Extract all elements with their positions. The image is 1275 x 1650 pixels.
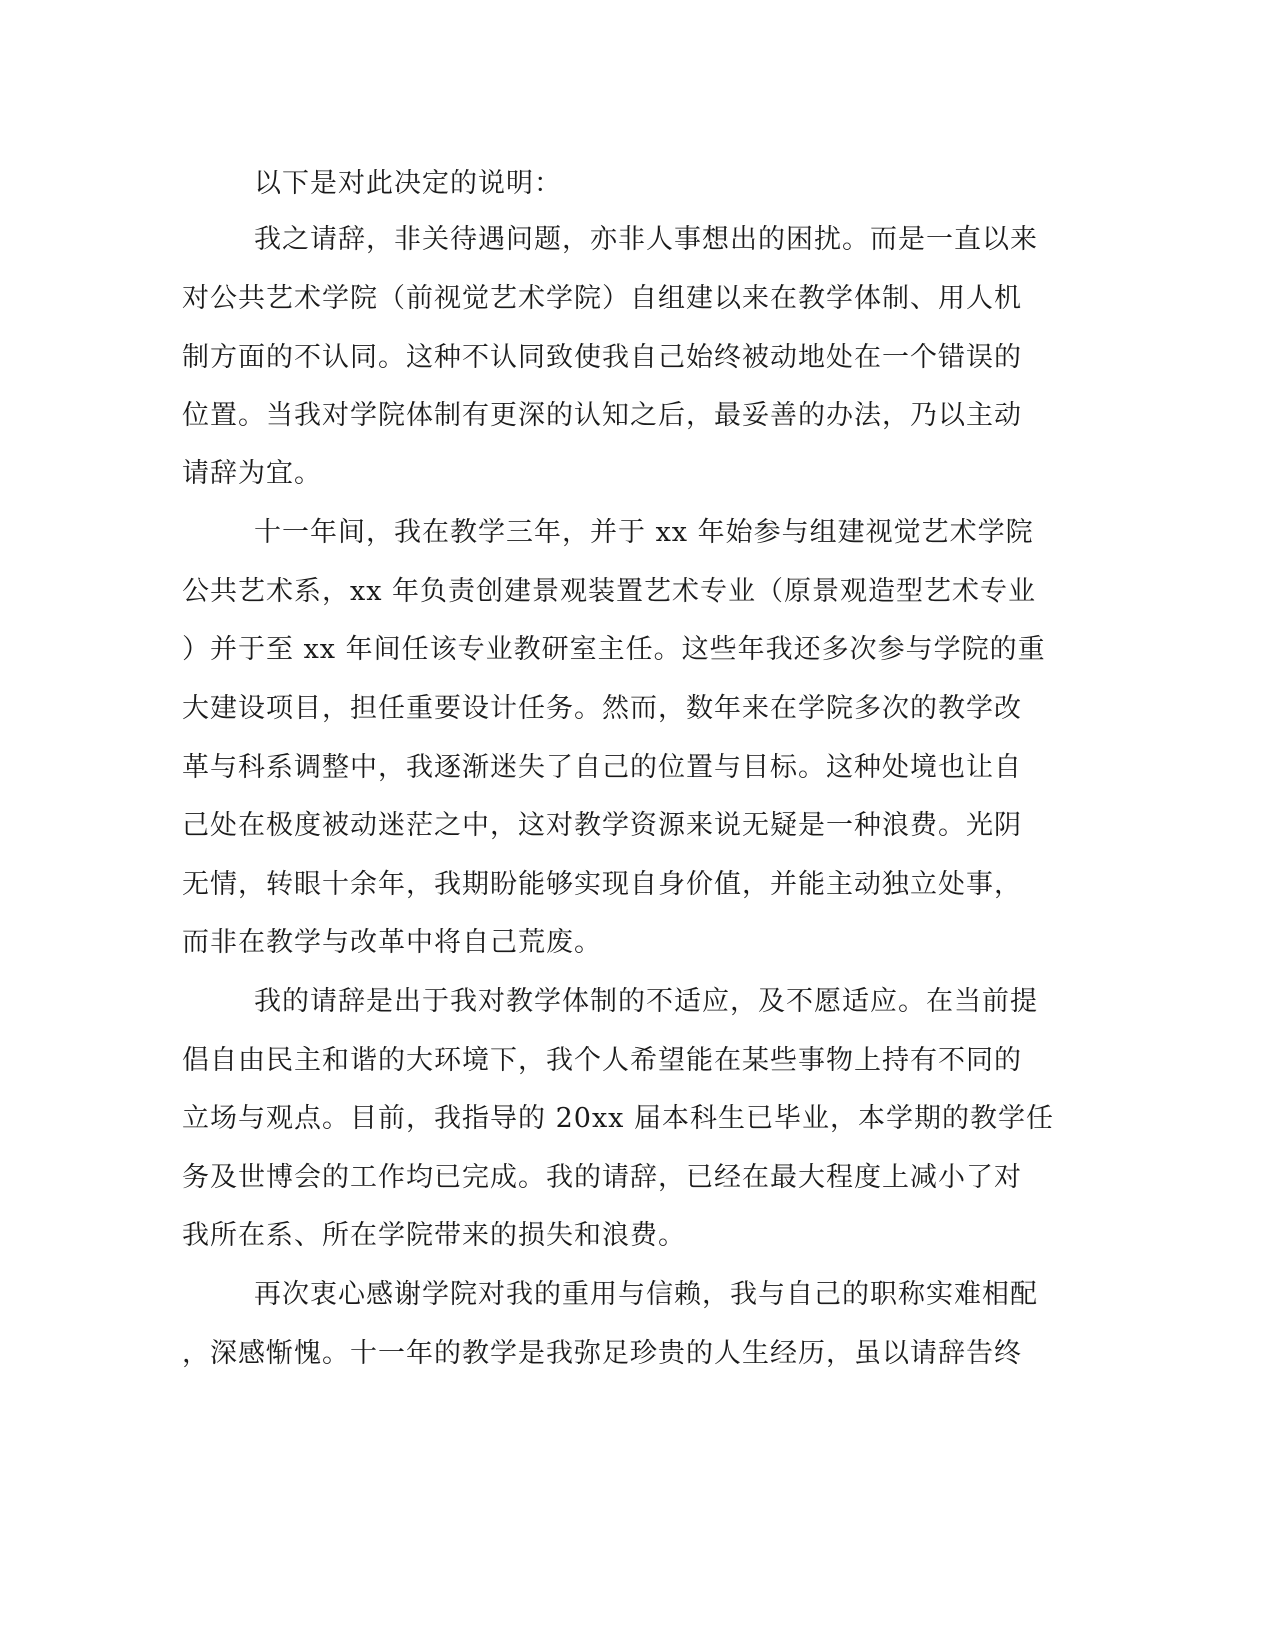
paragraph-4-line-2: ，深感惭愧。十一年的教学是我弥足珍贵的人生经历，虽以请辞告终 bbox=[182, 1338, 1022, 1369]
paragraph-3-line-2: 倡自由民主和谐的大环境下，我个人希望能在某些事物上持有不同的 bbox=[182, 1045, 1022, 1076]
paragraph-2-line-2: 公共艺术系，xx 年负责创建景观装置艺术专业（原景观造型艺术专业 bbox=[182, 576, 1037, 607]
paragraph-2-line-5: 革与科系调整中，我逐渐迷失了自己的位置与目标。这种处境也让自 bbox=[182, 752, 1022, 783]
paragraph-4-line-1: 再次衷心感谢学院对我的重用与信赖，我与自己的职称实难相配 bbox=[254, 1279, 1038, 1310]
paragraph-1-line-3: 制方面的不认同。这种不认同致使我自己始终被动地处在一个错误的 bbox=[182, 342, 1022, 373]
paragraph-2-line-7: 无情，转眼十余年，我期盼能够实现自身价值，并能主动独立处事， bbox=[182, 869, 1022, 900]
intro-line: 以下是对此决定的说明： bbox=[254, 168, 562, 199]
paragraph-1-line-1: 我之请辞，非关待遇问题，亦非人事想出的困扰。而是一直以来 bbox=[254, 224, 1038, 255]
paragraph-2-line-3: ）并于至 xx 年间任该专业教研室主任。这些年我还多次参与学院的重 bbox=[182, 634, 1046, 665]
paragraph-2-line-4: 大建设项目，担任重要设计任务。然而，数年来在学院多次的教学改 bbox=[182, 693, 1022, 724]
paragraph-2-line-6: 己处在极度被动迷茫之中，这对教学资源来说无疑是一种浪费。光阴 bbox=[182, 810, 1022, 841]
paragraph-1-line-4: 位置。当我对学院体制有更深的认知之后，最妥善的办法，乃以主动 bbox=[182, 400, 1022, 431]
paragraph-3-line-5: 我所在系、所在学院带来的损失和浪费。 bbox=[182, 1220, 686, 1251]
paragraph-2-line-8: 而非在教学与改革中将自己荒废。 bbox=[182, 927, 602, 958]
paragraph-3-line-1: 我的请辞是出于我对教学体制的不适应，及不愿适应。在当前提 bbox=[254, 986, 1038, 1017]
paragraph-1-line-2: 对公共艺术学院（前视觉艺术学院）自组建以来在教学体制、用人机 bbox=[182, 283, 1022, 314]
paragraph-1-line-5: 请辞为宜。 bbox=[182, 458, 322, 489]
paragraph-2-line-1: 十一年间，我在教学三年，并于 xx 年始参与组建视觉艺术学院 bbox=[254, 517, 1034, 548]
paragraph-3-line-3: 立场与观点。目前，我指导的 20xx 届本科生已毕业，本学期的教学任 bbox=[182, 1103, 1054, 1134]
paragraph-3-line-4: 务及世博会的工作均已完成。我的请辞，已经在最大程度上减小了对 bbox=[182, 1162, 1022, 1193]
